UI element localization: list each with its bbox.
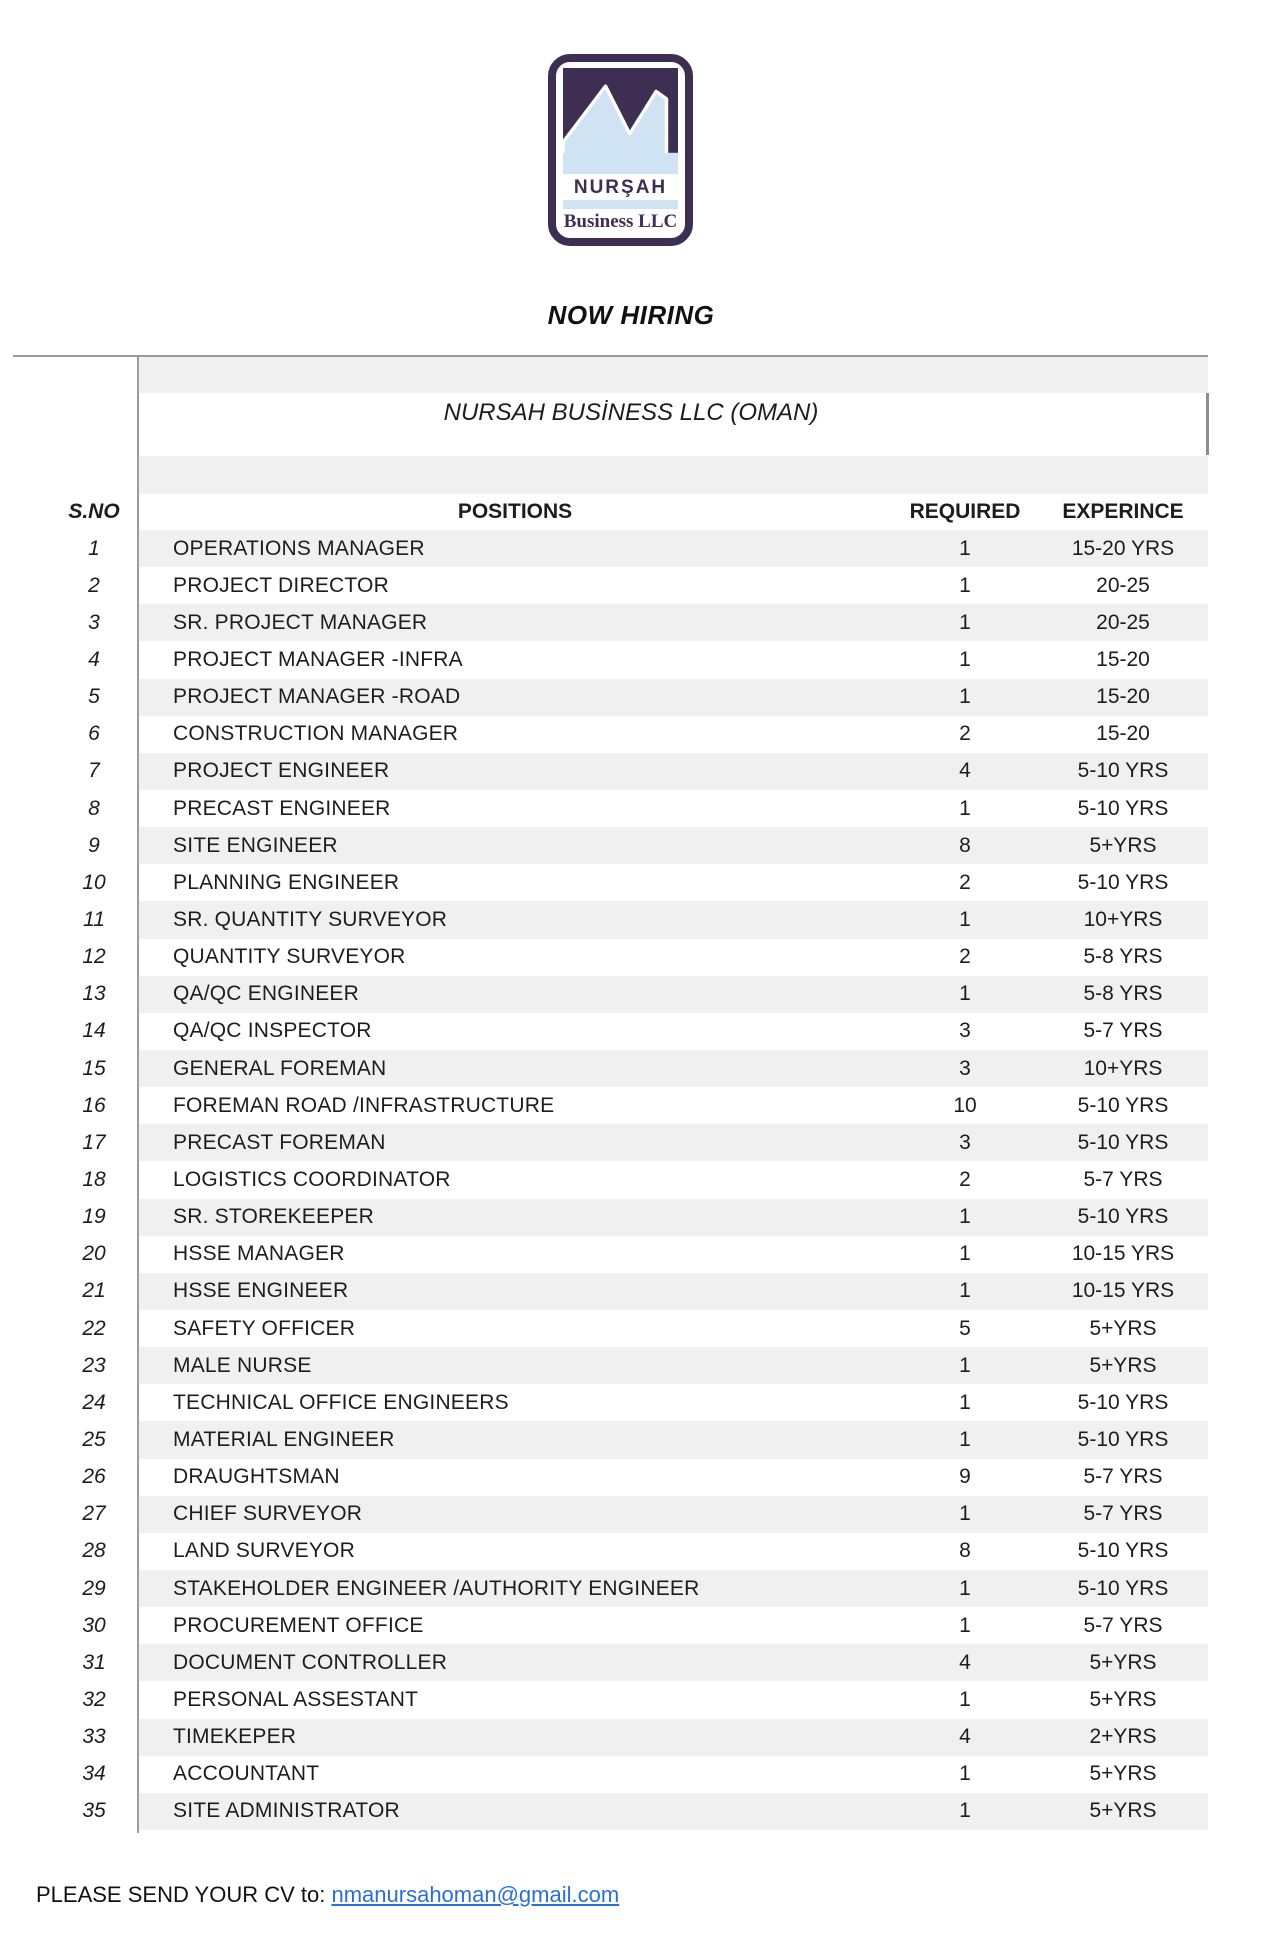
required-count: 1	[959, 1427, 971, 1451]
row-number: 5	[88, 685, 100, 709]
position-name: QUANTITY SURVEYOR	[173, 945, 406, 969]
position-name: QA/QC INSPECTOR	[173, 1019, 372, 1043]
row-number: 15	[82, 1056, 106, 1080]
row-number: 26	[82, 1465, 106, 1489]
table-row	[0, 901, 1208, 938]
required-count: 1	[959, 1502, 971, 1526]
row-number: 25	[82, 1427, 106, 1451]
experience-range: 5-7 YRS	[1083, 1502, 1163, 1526]
experience-range: 5-10 YRS	[1077, 1093, 1169, 1117]
experience-range: 2+YRS	[1089, 1725, 1157, 1749]
experience-range: 5-10 YRS	[1077, 1576, 1169, 1600]
experience-range: 5-10 YRS	[1077, 1205, 1169, 1229]
experience-range: 15-20	[1096, 685, 1150, 709]
table-row	[0, 1013, 1208, 1050]
position-name: FOREMAN ROAD /INFRASTRUCTURE	[173, 1093, 555, 1117]
experience-range: 5+YRS	[1089, 1762, 1157, 1786]
mountain-logo-icon	[563, 68, 678, 174]
required-count: 1	[959, 1576, 971, 1600]
required-count: 5	[959, 1316, 971, 1340]
required-count: 1	[959, 1353, 971, 1377]
row-number: 3	[88, 610, 100, 634]
row-number: 24	[82, 1390, 106, 1414]
position-name: MATERIAL ENGINEER	[173, 1427, 395, 1451]
required-count: 1	[959, 1762, 971, 1786]
position-name: ACCOUNTANT	[173, 1762, 320, 1786]
required-count: 3	[959, 1056, 971, 1080]
experience-range: 10+YRS	[1083, 907, 1163, 931]
experience-range: 10+YRS	[1083, 1056, 1163, 1080]
row-number: 17	[82, 1130, 106, 1154]
required-count: 1	[959, 536, 971, 560]
experience-range: 5-10 YRS	[1077, 759, 1169, 783]
cv-email-link[interactable]: nmanursahoman@gmail.com	[331, 1882, 620, 1907]
logo-brand-name: NURŞAH	[573, 177, 668, 198]
position-name: CHIEF SURVEYOR	[173, 1502, 363, 1526]
table-row	[0, 1607, 1208, 1644]
position-name: QA/QC ENGINEER	[173, 982, 359, 1006]
position-name: STAKEHOLDER ENGINEER /AUTHORITY ENGINEER	[173, 1576, 700, 1600]
experience-range: 5-10 YRS	[1077, 1539, 1169, 1563]
position-name: PROJECT ENGINEER	[173, 759, 390, 783]
position-name: SR. STOREKEEPER	[173, 1205, 375, 1229]
footer-text: PLEASE SEND YOUR CV to:	[36, 1882, 332, 1907]
row-number: 7	[88, 759, 100, 783]
position-name: PROJECT MANAGER -INFRA	[173, 647, 463, 671]
positions-table	[0, 530, 1208, 1830]
row-number: 8	[88, 796, 100, 820]
row-number: 6	[88, 722, 100, 746]
table-row	[0, 939, 1208, 976]
experience-range: 15-20 YRS	[1071, 536, 1175, 560]
position-name: TECHNICAL OFFICE ENGINEERS	[173, 1390, 509, 1414]
row-number: 29	[82, 1576, 106, 1600]
required-count: 1	[959, 685, 971, 709]
position-name: SR. QUANTITY SURVEYOR	[173, 907, 448, 931]
position-name: SAFETY OFFICER	[173, 1316, 356, 1340]
position-name: GENERAL FOREMAN	[173, 1056, 387, 1080]
table-row	[0, 1384, 1208, 1421]
experience-range: 5-7 YRS	[1083, 1613, 1163, 1637]
position-name: PRECAST FOREMAN	[173, 1130, 386, 1154]
title-bottom-band	[138, 456, 1208, 494]
row-number: 19	[82, 1205, 106, 1229]
position-name: HSSE MANAGER	[173, 1242, 345, 1266]
experience-range: 5-10 YRS	[1077, 796, 1169, 820]
table-row	[0, 1161, 1208, 1198]
position-name: HSSE ENGINEER	[173, 1279, 349, 1303]
required-count: 1	[959, 1799, 971, 1823]
table-row	[0, 1793, 1208, 1830]
table-row	[0, 827, 1208, 864]
row-number: 35	[82, 1799, 106, 1823]
row-number: 27	[82, 1502, 106, 1526]
experience-range: 5-10 YRS	[1077, 870, 1169, 894]
row-number: 32	[82, 1687, 106, 1711]
required-count: 4	[959, 1725, 971, 1749]
row-number: 9	[88, 833, 100, 857]
required-count: 10	[953, 1093, 977, 1117]
table-row	[0, 530, 1208, 567]
table-row	[0, 567, 1208, 604]
table-row	[0, 1681, 1208, 1718]
experience-range: 10-15 YRS	[1071, 1242, 1175, 1266]
row-number: 21	[82, 1279, 106, 1303]
table-row	[0, 753, 1208, 790]
header-experience: EXPERINCE	[1062, 500, 1184, 523]
row-number: 13	[82, 982, 106, 1006]
row-number: 28	[82, 1539, 106, 1563]
sno-column-divider	[137, 357, 139, 1833]
row-number: 33	[82, 1725, 106, 1749]
table-row	[0, 716, 1208, 753]
required-count: 2	[959, 722, 971, 746]
row-number: 1	[88, 536, 100, 560]
logo-blue-strip	[563, 200, 678, 209]
table-row	[0, 790, 1208, 827]
table-row	[0, 1050, 1208, 1087]
required-count: 1	[959, 1242, 971, 1266]
required-count: 3	[959, 1130, 971, 1154]
row-number: 22	[82, 1316, 106, 1340]
position-name: LOGISTICS COORDINATOR	[173, 1167, 451, 1191]
experience-range: 20-25	[1096, 573, 1150, 597]
table-row	[0, 641, 1208, 678]
row-number: 10	[82, 870, 106, 894]
table-row	[0, 679, 1208, 716]
experience-range: 10-15 YRS	[1071, 1279, 1175, 1303]
table-row	[0, 864, 1208, 901]
experience-range: 5+YRS	[1089, 1650, 1157, 1674]
row-number: 20	[82, 1242, 106, 1266]
table-row	[0, 1496, 1208, 1533]
table-header-row	[0, 494, 1208, 530]
table-row	[0, 1310, 1208, 1347]
table-row	[0, 1273, 1208, 1310]
required-count: 2	[959, 945, 971, 969]
row-number: 11	[83, 907, 105, 931]
table-row	[0, 1347, 1208, 1384]
required-count: 9	[959, 1465, 971, 1489]
required-count: 4	[959, 759, 971, 783]
position-name: DOCUMENT CONTROLLER	[173, 1650, 448, 1674]
experience-range: 5+YRS	[1089, 1799, 1157, 1823]
position-name: OPERATIONS MANAGER	[173, 536, 425, 560]
table-row	[0, 1199, 1208, 1236]
experience-range: 5-7 YRS	[1083, 1465, 1163, 1489]
required-count: 1	[959, 796, 971, 820]
experience-range: 5-10 YRS	[1077, 1390, 1169, 1414]
table-row	[0, 1421, 1208, 1458]
required-count: 2	[959, 1167, 971, 1191]
experience-range: 15-20	[1096, 647, 1150, 671]
experience-range: 5-10 YRS	[1077, 1130, 1169, 1154]
now-hiring-heading: NOW HIRING	[547, 300, 715, 330]
required-count: 1	[959, 1205, 971, 1229]
required-count: 1	[959, 982, 971, 1006]
position-name: SITE ADMINISTRATOR	[173, 1799, 400, 1823]
row-number: 30	[82, 1613, 106, 1637]
required-count: 8	[959, 833, 971, 857]
position-name: PROJECT DIRECTOR	[173, 573, 389, 597]
required-count: 1	[959, 647, 971, 671]
position-name: PERSONAL ASSESTANT	[173, 1687, 419, 1711]
position-name: SITE ENGINEER	[173, 833, 338, 857]
table-row	[0, 1719, 1208, 1756]
table-row	[0, 604, 1208, 641]
required-count: 4	[959, 1650, 971, 1674]
table-row	[0, 1087, 1208, 1124]
row-number: 14	[82, 1019, 106, 1043]
position-name: PROJECT MANAGER -ROAD	[173, 685, 461, 709]
experience-range: 20-25	[1096, 610, 1150, 634]
experience-range: 15-20	[1096, 722, 1150, 746]
footer-cta	[36, 1882, 619, 1908]
table-row	[0, 1124, 1208, 1161]
position-name: SR. PROJECT MANAGER	[173, 610, 428, 634]
required-count: 1	[959, 1613, 971, 1637]
table-row	[0, 976, 1208, 1013]
required-count: 1	[959, 573, 971, 597]
position-name: LAND SURVEYOR	[173, 1539, 355, 1563]
position-name: PRECAST ENGINEER	[173, 796, 391, 820]
required-count: 1	[959, 1687, 971, 1711]
experience-range: 5-7 YRS	[1083, 1167, 1163, 1191]
position-name: CONSTRUCTION MANAGER	[173, 722, 459, 746]
experience-range: 5+YRS	[1089, 833, 1157, 857]
required-count: 1	[959, 907, 971, 931]
row-number: 23	[82, 1353, 106, 1377]
experience-range: 5+YRS	[1089, 1316, 1157, 1340]
required-count: 1	[959, 1279, 971, 1303]
experience-range: 5-10 YRS	[1077, 1427, 1169, 1451]
header-sno: S.NO	[68, 500, 120, 523]
position-name: PLANNING ENGINEER	[173, 870, 400, 894]
table-row	[0, 1236, 1208, 1273]
title-right-border	[1206, 393, 1209, 455]
position-name: DRAUGHTSMAN	[173, 1465, 340, 1489]
header-positions: POSITIONS	[457, 500, 573, 523]
required-count: 8	[959, 1539, 971, 1563]
required-count: 2	[959, 870, 971, 894]
experience-range: 5+YRS	[1089, 1687, 1157, 1711]
row-number: 31	[82, 1650, 106, 1674]
row-number: 16	[82, 1093, 106, 1117]
logo-brand-subtitle: Business LLC	[563, 211, 678, 232]
experience-range: 5-8 YRS	[1083, 982, 1163, 1006]
row-number: 12	[82, 945, 106, 969]
row-number: 34	[82, 1762, 106, 1786]
header-required: REQUIRED	[909, 500, 1021, 523]
company-logo	[548, 54, 693, 246]
table-row	[0, 1533, 1208, 1570]
table-row	[0, 1756, 1208, 1793]
row-number: 4	[88, 647, 100, 671]
position-name: PROCUREMENT OFFICE	[173, 1613, 424, 1637]
required-count: 1	[959, 610, 971, 634]
experience-range: 5+YRS	[1089, 1353, 1157, 1377]
row-number: 18	[82, 1167, 106, 1191]
position-name: TIMEKEPER	[173, 1725, 297, 1749]
row-number: 2	[88, 573, 100, 597]
title-top-band	[138, 357, 1208, 393]
required-count: 3	[959, 1019, 971, 1043]
experience-range: 5-8 YRS	[1083, 945, 1163, 969]
company-title: NURSAH BUSİNESS LLC (OMAN)	[443, 399, 819, 426]
table-row	[0, 1570, 1208, 1607]
required-count: 1	[959, 1390, 971, 1414]
experience-range: 5-7 YRS	[1083, 1019, 1163, 1043]
table-row	[0, 1644, 1208, 1681]
position-name: MALE NURSE	[173, 1353, 312, 1377]
table-row	[0, 1459, 1208, 1496]
